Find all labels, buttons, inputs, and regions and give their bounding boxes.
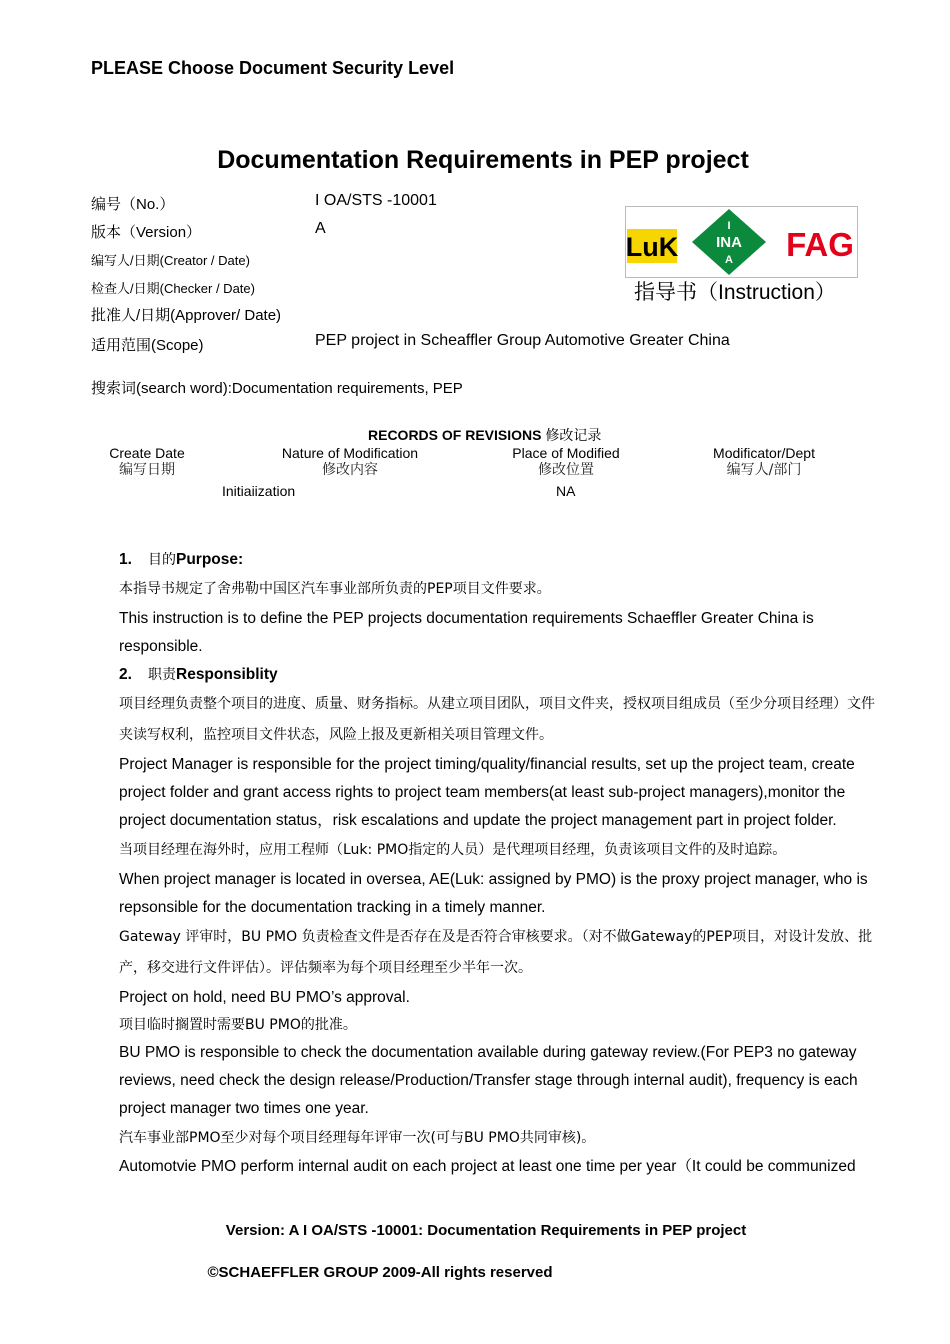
- rev-column-header-en: Nature of Modification: [281, 445, 419, 461]
- revisions-title: [368, 425, 601, 445]
- rev-column-nature: [260, 445, 440, 479]
- paragraph: Gateway 评审时，BU PMO 负责检查文件是否存在及是否符合审核要求。（对不做Gateway的PEP项目，对设计发放、批产，移交进行文件评估）。评估频率为每个项目经理至少半年一次。: [119, 929, 873, 976]
- paragraph: BU PMO is responsible to check the documentation available during gateway review.(For PEP3 no gateway reviews, need check the design release/Production/Transfer stage through internal audit), frequency is each project manager two times one year.: [119, 1044, 858, 1117]
- paragraph: This instruction is to define the PEP projects documentation requirements Schaeffler Greater China is responsible.: [119, 610, 814, 655]
- search-word: 搜索词(search word):Documentation requirements, PEP: [91, 380, 463, 397]
- revisions-title-zh: 修改记录: [545, 428, 602, 444]
- section-title-en: Purpose:: [176, 551, 244, 568]
- document-body: [119, 546, 884, 1181]
- scope-label: 适用范围(Scope): [91, 337, 204, 354]
- paragraph: Project Manager is responsible for the project timing/quality/financial results, set up the project team, create project folder and grant access rights to project team members(at least sub-project managers),monitor the project documentation status，risk escalations and update the project management part in project folder.: [119, 756, 855, 829]
- paragraph: 项目临时搁置时需要BU PMO的批准。: [119, 1017, 357, 1033]
- rev-column-header-en: Modificator/Dept: [713, 445, 815, 461]
- svg-text:A: A: [725, 254, 733, 266]
- section-title-zh: 目的: [148, 552, 176, 568]
- svg-text:I: I: [727, 220, 731, 232]
- version-label: 版本（Version）: [91, 224, 202, 241]
- footer-copyright: ©SCHAEFFLER GROUP 2009-All rights reserved: [207, 1264, 553, 1281]
- rev-row-nature: Initiaiization: [222, 483, 296, 499]
- creator-label: 编写人/日期(Creator / Date): [91, 253, 250, 268]
- rev-column-place: [496, 445, 636, 479]
- security-level-heading: PLEASE Choose Document Security Level: [91, 58, 455, 78]
- rev-column-header-en: Place of Modified: [512, 445, 620, 461]
- rev-column-header-zh: 编写日期: [119, 462, 175, 478]
- paragraph: 当项目经理在海外时，应用工程师（Luk: PMO指定的人员）是代理项目经理，负责该项目文件的及时追踪。: [119, 842, 787, 858]
- section-2-heading: [119, 661, 884, 689]
- rev-column-create-date: [97, 445, 197, 479]
- instruction-label: 指导书（Instruction）: [634, 281, 836, 304]
- section-title-zh: 职责: [148, 667, 176, 683]
- rev-column-header-zh: 修改位置: [538, 462, 594, 478]
- version-value: A: [315, 220, 326, 237]
- rev-row-place: NA: [556, 483, 576, 499]
- paragraph: 本指导书规定了舍弗勒中国区汽车事业部所负责的PEP项目文件要求。: [119, 581, 551, 597]
- section-number: 1.: [119, 551, 132, 568]
- revisions-title-en: RECORDS OF REVISIONS: [368, 427, 542, 443]
- rev-column-header-en: Create Date: [109, 445, 185, 461]
- paragraph: When project manager is located in oversea, AE(Luk: assigned by PMO) is the proxy project manager, who is repsonsible for the documentation tracking in a timely manner.: [119, 871, 868, 916]
- section-number: 2.: [119, 666, 132, 683]
- rev-column-modificator: [694, 445, 834, 479]
- paragraph: Automotvie PMO perform internal audit on each project at least one time per year（It could be communized: [119, 1158, 856, 1175]
- fag-logo: FAG: [786, 226, 854, 263]
- checker-label: 检查人/日期(Checker / Date): [91, 281, 255, 296]
- rev-column-header-zh: 编写人/部门: [726, 462, 802, 478]
- paragraph: 项目经理负责整个项目的进度、质量、财务指标。从建立项目团队，项目文件夹，授权项目组成员（至少分项目经理）文件夹读写权利，监控项目文件状态，风险上报及更新相关项目管理文件。: [119, 696, 875, 743]
- luk-logo-text: LuK: [626, 232, 679, 262]
- no-value: I OA/STS -10001: [315, 192, 437, 209]
- footer-version-line: Version: A I OA/STS -10001: Documentation Requirements in PEP project: [225, 1222, 747, 1239]
- document-title: Documentation Requirements in PEP project: [217, 146, 749, 174]
- svg-text:INA: INA: [716, 234, 742, 251]
- section-1-heading: [119, 546, 884, 574]
- schaeffler-logos: [625, 206, 858, 278]
- brand-logos-image: [626, 207, 857, 277]
- paragraph: Project on hold, need BU PMO’s approval.: [119, 989, 410, 1006]
- no-label: 编号（No.）: [91, 196, 175, 213]
- paragraph: 汽车事业部PMO至少对每个项目经理每年评审一次(可与BU PMO共同审核)。: [119, 1130, 596, 1146]
- section-title-en: Responsiblity: [176, 666, 278, 683]
- rev-column-header-zh: 修改内容: [322, 462, 378, 478]
- approver-label: 批准人/日期(Approver/ Date): [91, 307, 282, 324]
- scope-value: PEP project in Scheaffler Group Automotive Greater China: [315, 332, 730, 349]
